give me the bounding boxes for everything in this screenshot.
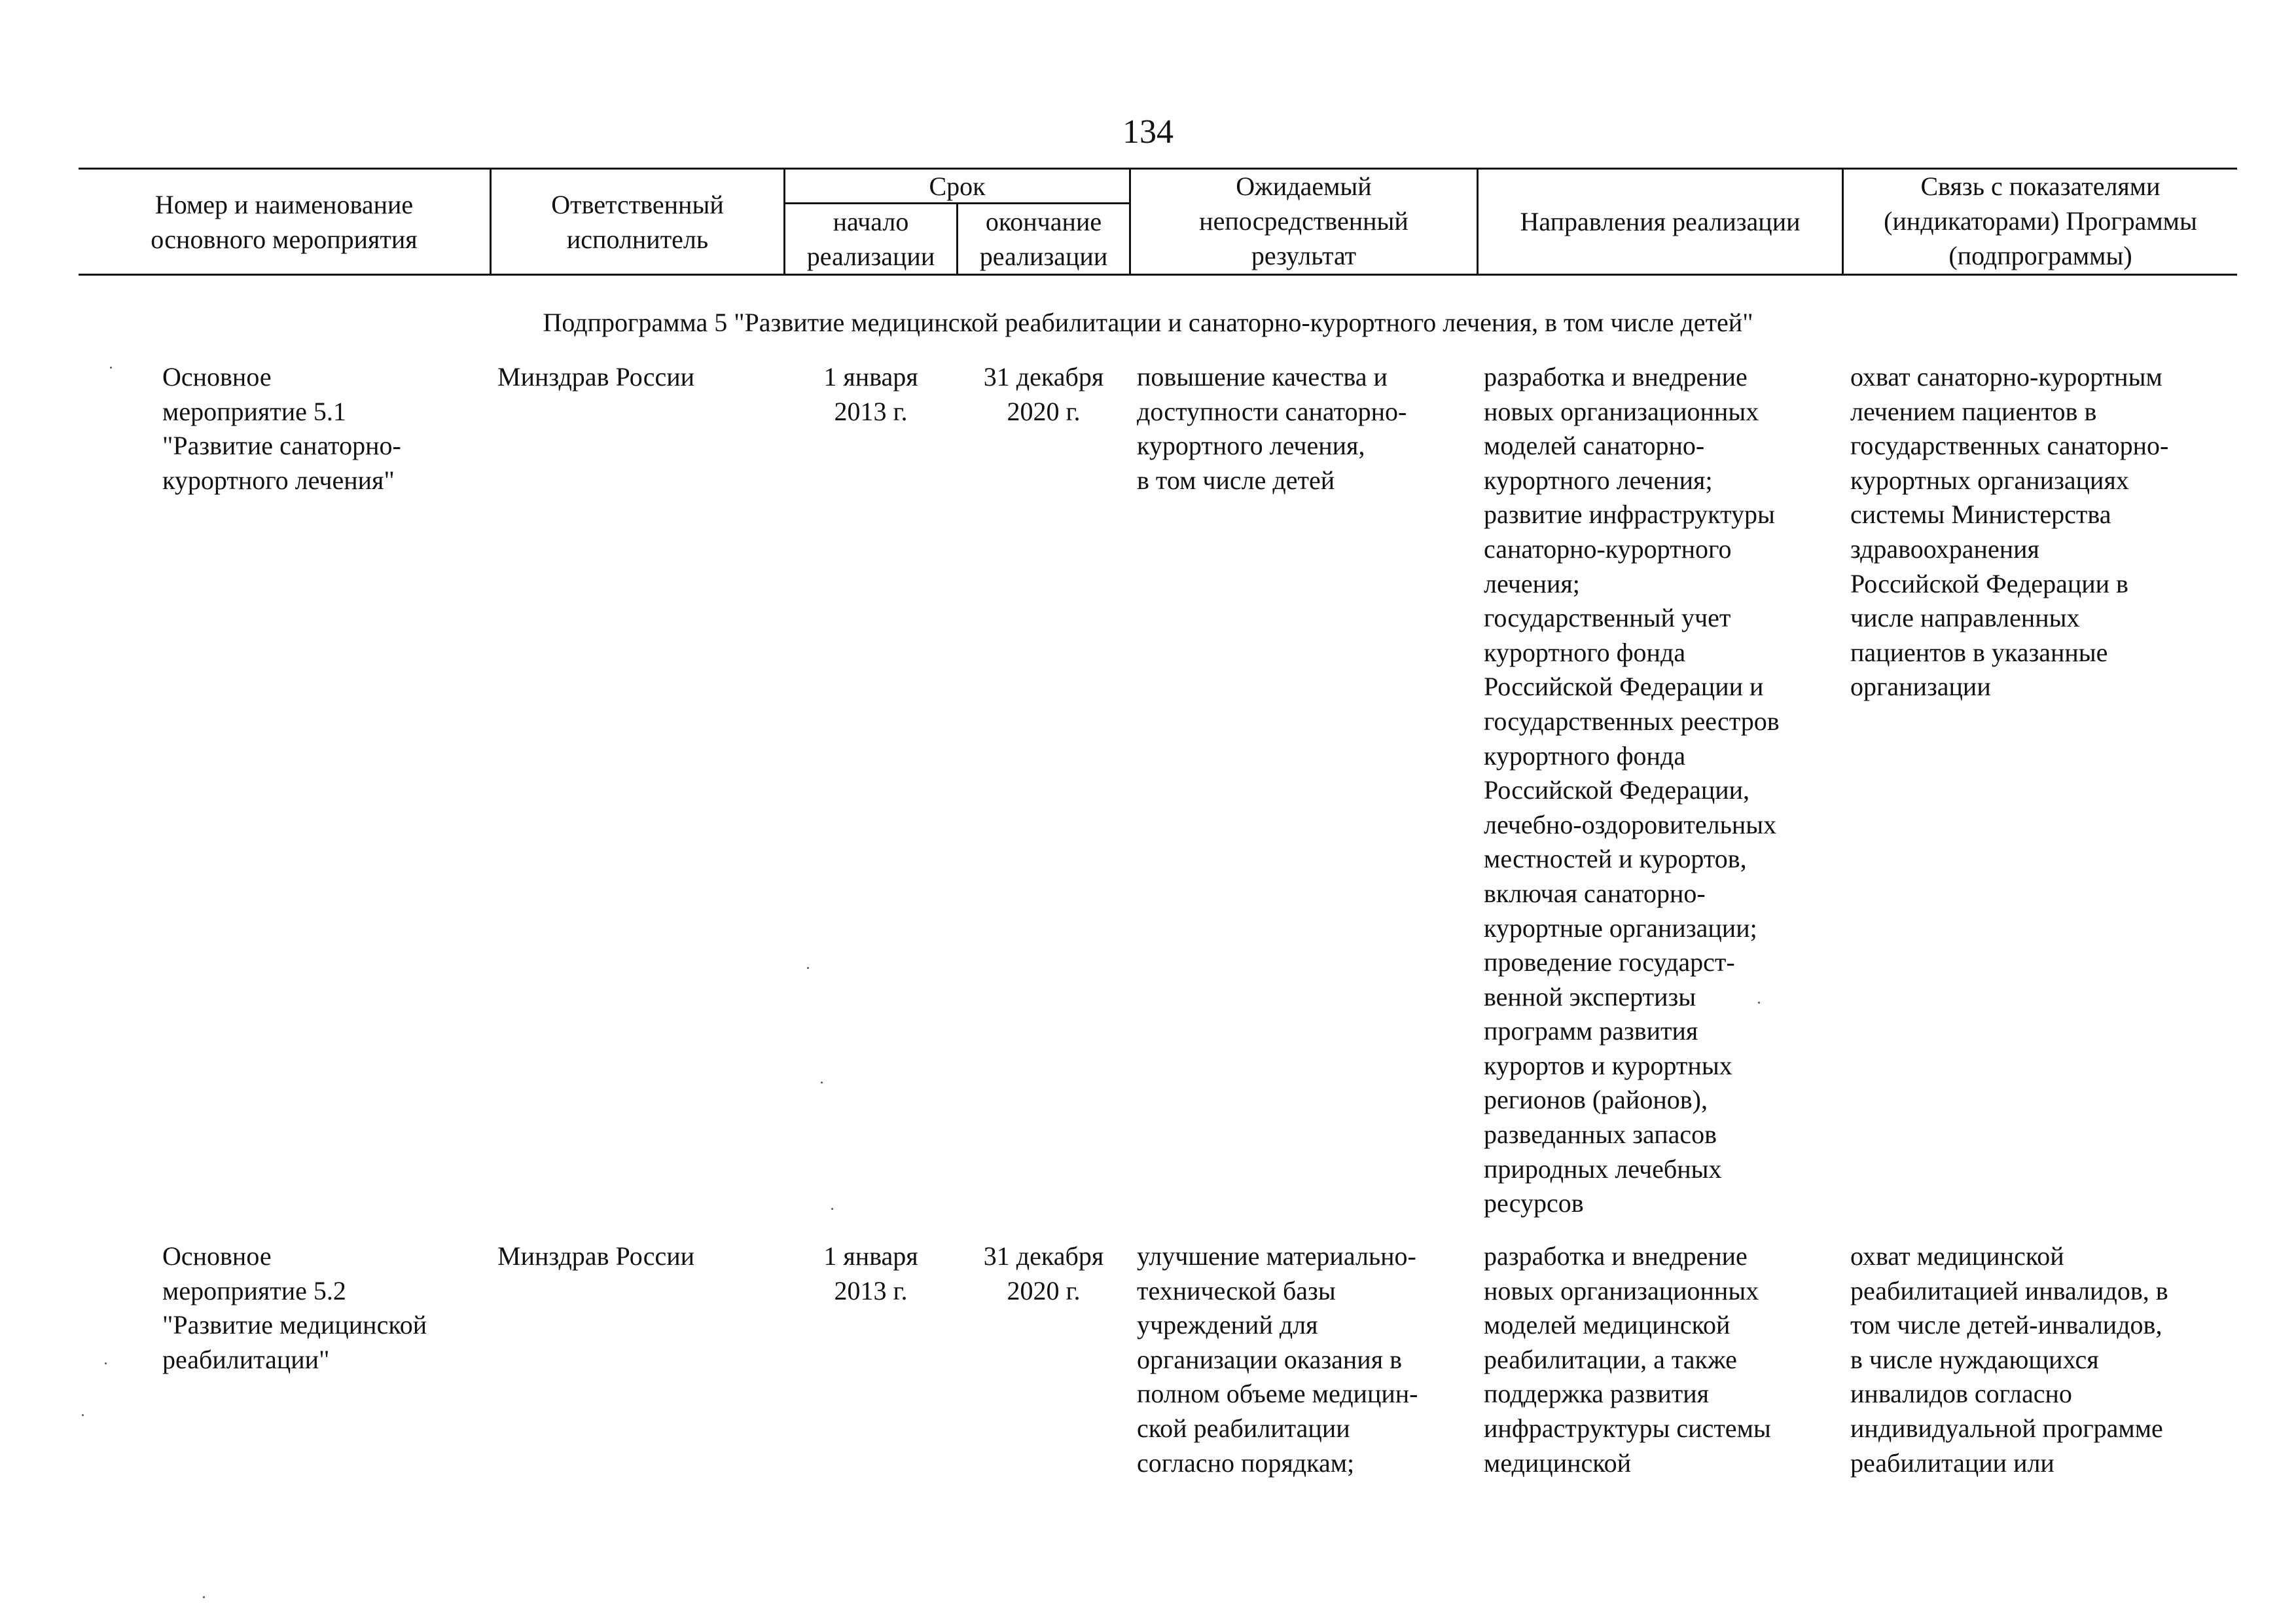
page-number: 134 <box>1122 113 1174 151</box>
header-expected-result: Ожидаемый непосредственный результат <box>1199 172 1408 270</box>
row-2-directions: разработка и внедрение новых организационных моделей медицинской реабилитации, а также поддержка развития инфраструктуры системы медицинской <box>1484 1241 1771 1478</box>
row-1-start-date: 1 января 2013 г. <box>823 362 918 426</box>
row-1-activity-name: Основное мероприятие 5.1 "Развитие санаторно- курортного лечения" <box>162 362 401 495</box>
scan-speck <box>105 1362 107 1364</box>
row-2-indicators: охват медицинской реабилитацией инвалидов, в том числе детей-инвалидов, в числе нуждающихся инвалидов согласно индивидуальной программе реабилитации или <box>1850 1241 2168 1478</box>
header-indicators: Связь с показателями (индикаторами) Программы (подпрограммы) <box>1884 172 2197 270</box>
row-2-start-date: 1 января 2013 г. <box>823 1241 918 1305</box>
header-term-end: окончание реализации <box>979 207 1108 271</box>
scan-speck <box>821 1082 823 1084</box>
scan-speck <box>82 1414 84 1416</box>
row-1-expected-result: повышение качества и доступности санаторно- курортного лечения, в том числе детей <box>1137 362 1407 495</box>
row-1-executor: Минздрав России <box>497 362 695 392</box>
row-1-end-date: 31 декабря 2020 г. <box>983 362 1104 426</box>
row-2-executor: Минздрав России <box>497 1241 695 1271</box>
header-main-activity: Номер и наименование основного мероприятия <box>151 190 418 254</box>
subprogram-title: Подпрограмма 5 "Развитие медицинской реабилитации и санаторно-курортного лечения, в том числе детей" <box>543 308 1753 337</box>
row-1-indicators: охват санаторно-курортным лечением пациентов в государственных санаторно- курортных организациях системы Министерства здравоохранения Российской Федерации в числе направленных пациентов в указанные организации <box>1850 362 2169 702</box>
header-term: Срок <box>929 172 986 201</box>
header-term-start: начало реализации <box>806 207 935 271</box>
row-2-end-date: 31 декабря 2020 г. <box>983 1241 1104 1305</box>
row-1-directions: разработка и внедрение новых организационных моделей санаторно- курортного лечения; развитие инфраструктуры санаторно-курортного лечения; государственный учет курортного фонда Российской Федерации и государственных реестров курортного фонда Российской Федерации, лечебно-оздоровительных местностей и курортов, включая санаторно- курортные организации; проведение государст- венной экспертизы программ развития курортов и курортных регионов (районов), разведанных запасов природных лечебных ресурсов <box>1484 362 1780 1218</box>
row-2-expected-result: улучшение материально- технической базы учреждений для организации оказания в полном объеме медицин- ской реабилитации согласно порядкам; <box>1137 1241 1418 1478</box>
scan-speck <box>203 1596 205 1598</box>
row-2-activity-name: Основное мероприятие 5.2 "Развитие медицинской реабилитации" <box>162 1241 427 1374</box>
scan-speck <box>807 967 809 969</box>
scan-speck <box>110 367 112 369</box>
scan-speck <box>1758 1002 1760 1004</box>
scan-speck <box>831 1208 833 1210</box>
table-header-bottom-rule <box>79 274 2237 276</box>
header-directions: Направления реализации <box>1520 207 1801 236</box>
header-responsible-executor: Ответственный исполнитель <box>551 190 724 254</box>
